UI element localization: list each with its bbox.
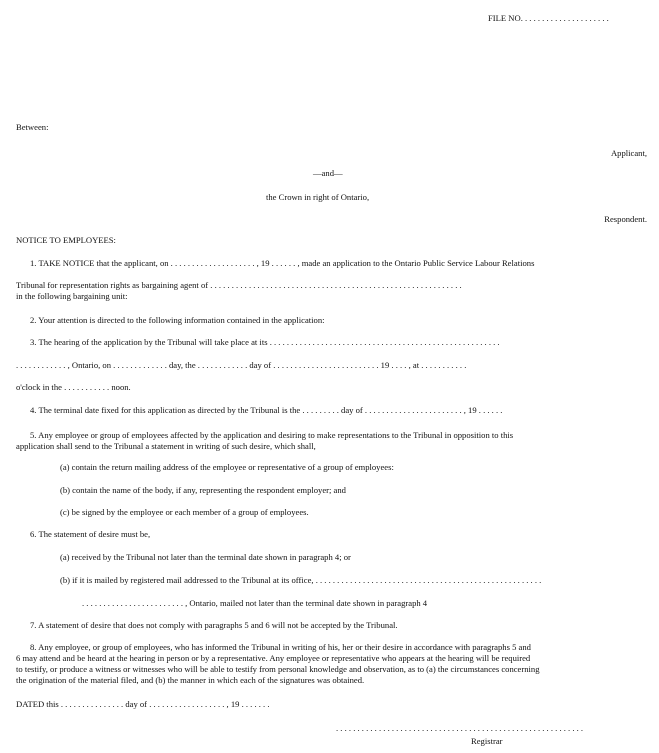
paragraph-8-line-1: 8. Any employee, or group of employees, who has informed the Tribunal in writing of his, her or their desire in accordance with paragraphs 5 and (30, 642, 531, 652)
paragraph-3-line-2: . . . . . . . . . . . . , Ontario, on . . . . . . . . . . . . . day, the . . . . . . . . . . . . day of . . . . . . . . . . . . . . . . . . . . . . . . . 19 . . . . , at . . . . . . . . . . . (16, 360, 467, 370)
paragraph-8-line-4: the origination of the material filed, and (b) the manner in which each of the signatures was obtained. (16, 675, 365, 685)
file-number: FILE NO. . . . . . . . . . . . . . . . . . . . . (488, 13, 609, 23)
respondent-label: Respondent. (604, 214, 647, 224)
paragraph-4: 4. The terminal date fixed for this application as directed by the Tribunal is the . . . . . . . . . day of . . . . . . . . . . . . . . . . . . . . . . . , 19 . . . . . . (30, 405, 503, 415)
between-label: Between: (16, 122, 49, 132)
paragraph-7: 7. A statement of desire that does not comply with paragraphs 5 and 6 will not be accepted by the Tribunal. (30, 620, 398, 630)
and-separator: —and— (313, 168, 343, 178)
paragraph-3-line-3: o'clock in the . . . . . . . . . . . noon. (16, 382, 131, 392)
registrar-label: Registrar (471, 736, 503, 746)
paragraph-5-item-a: (a) contain the return mailing address of the employee or representative of a group of employees: (60, 462, 394, 472)
paragraph-5-item-c: (c) be signed by the employee or each member of a group of employees. (60, 507, 309, 517)
paragraph-2: 2. Your attention is directed to the following information contained in the application: (30, 315, 325, 325)
paragraph-1-line-2: Tribunal for representation rights as bargaining agent of . . . . . . . . . . . . . . . . . . . . . . . . . . . . . . . . . . . . . . . . . . . . . . . . . . . . . . . . . . . (16, 280, 462, 290)
applicant-label: Applicant, (610, 148, 647, 158)
signature-line: . . . . . . . . . . . . . . . . . . . . . . . . . . . . . . . . . . . . . . . . . . . . . . . . . . . . . . . . . . (336, 723, 584, 733)
paragraph-6: 6. The statement of desire must be, (30, 529, 151, 539)
paragraph-8-line-2: 6 may attend and be heard at the hearing in person or by a representative. Any employee or representative who appears at the hearing will be required (16, 653, 531, 663)
paragraph-5-line-1: 5. Any employee or group of employees affected by the application and desiring to make representations to the Tribunal in opposition to this (30, 430, 514, 440)
paragraph-8-line-3: to testify, or produce a witness or witnesses who will be able to testify from personal knowledge and observation, as to (a) the circumstances concerning (16, 664, 540, 674)
dated-line: DATED this . . . . . . . . . . . . . . . day of . . . . . . . . . . . . . . . . . . , 19 . . . . . . . (16, 699, 270, 709)
paragraph-1-line-3: in the following bargaining unit: (16, 291, 128, 301)
paragraph-6-item-a: (a) received by the Tribunal not later than the terminal date shown in paragraph 4; or (60, 552, 351, 562)
paragraph-5-item-b: (b) contain the name of the body, if any, representing the respondent employer; and (60, 485, 346, 495)
paragraph-3-line-1: 3. The hearing of the application by the Tribunal will take place at its . . . . . . . . . . . . . . . . . . . . . . . . . . . . . . . . . . . . . . . . . . . . . . . . . . . . . . (30, 337, 500, 347)
paragraph-5-line-2: application shall send to the Tribunal a statement in writing of such desire, which shall, (16, 441, 316, 451)
crown-party: the Crown in right of Ontario, (266, 192, 370, 202)
paragraph-6-item-b-line-2: . . . . . . . . . . . . . . . . . . . . . . . . , Ontario, mailed not later than the terminal date shown in paragraph 4 (82, 598, 428, 608)
notice-heading: NOTICE TO EMPLOYEES: (16, 235, 116, 245)
paragraph-6-item-b-line-1: (b) if it is mailed by registered mail addressed to the Tribunal at its office, . . . . . . . . . . . . . . . . . . . . . . . . . . . . . . . . . . . . . . . . . . . . . . . . . . . . . (60, 575, 542, 585)
paragraph-1-line-1: 1. TAKE NOTICE that the applicant, on . . . . . . . . . . . . . . . . . . . . , 19 . . . . . . , made an application to the Ontario Public Service Labour Relations (30, 258, 535, 268)
